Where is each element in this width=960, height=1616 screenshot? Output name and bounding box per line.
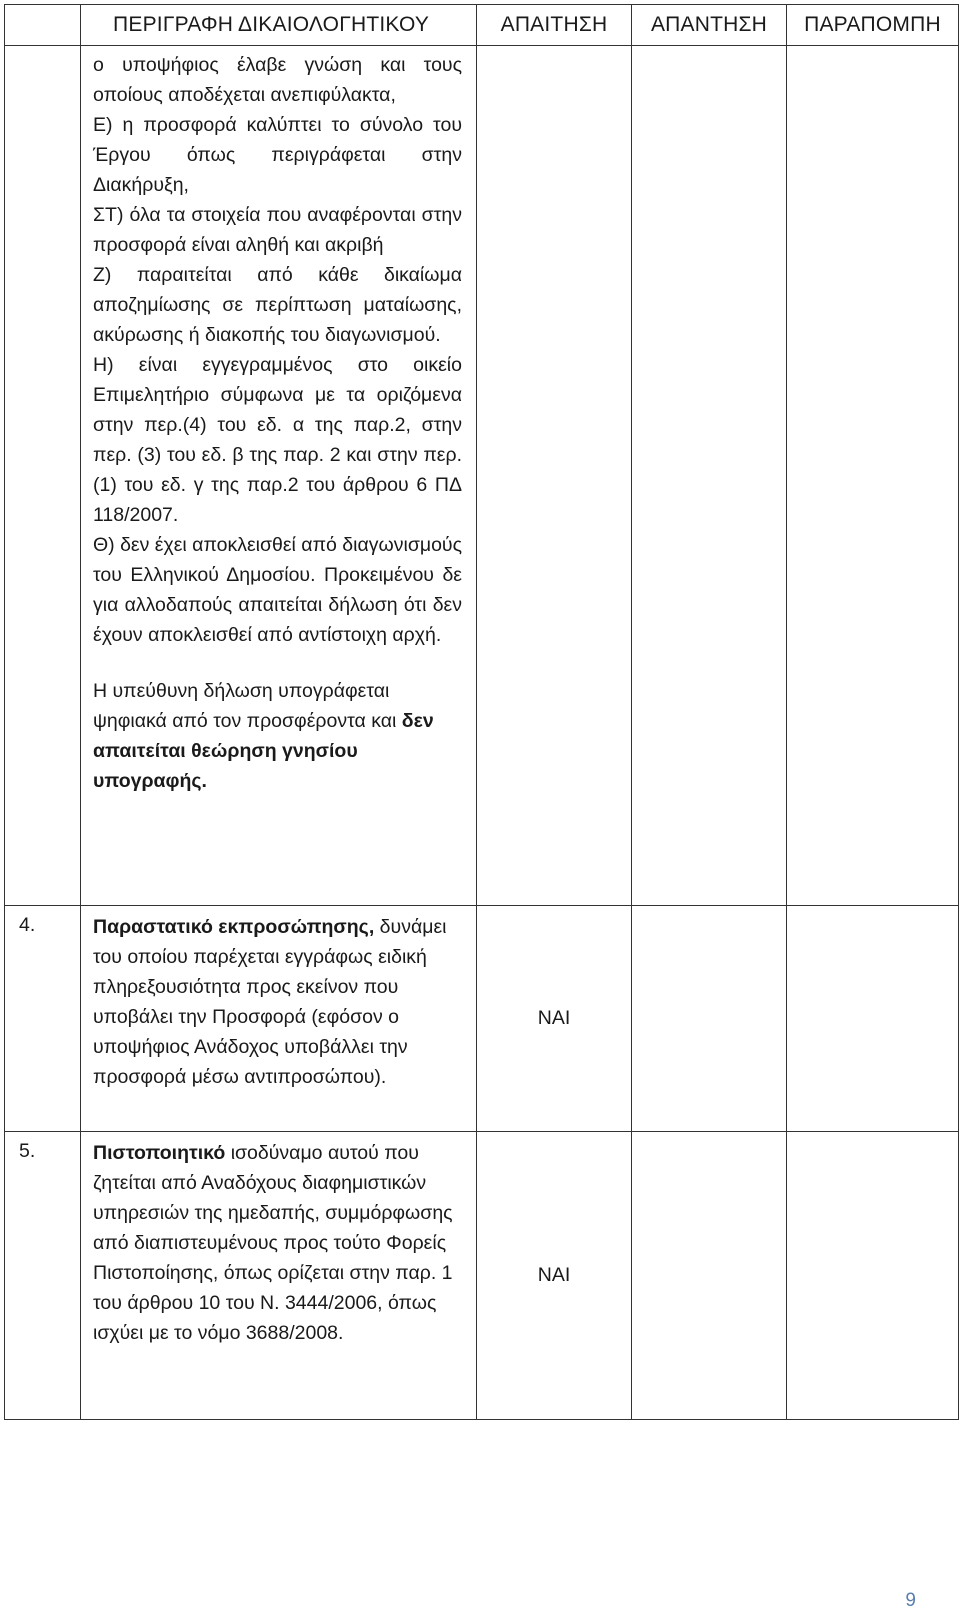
row-text: ισοδύναμο αυτού που ζητείται από Αναδόχους διαφημιστικών υπηρεσιών της ημεδαπής, συμμόρφωσης από διαπιστευμένους προς τούτο Φορείς Πιστοποίησης, όπως ορίζεται στην παρ. 1 του άρθρου 10 του Ν. 3444/2006, όπως ισχύει με το νόμο 3688/2008. [93,1142,453,1344]
page-number: 9 [905,1590,916,1611]
header-num-cell [5,5,81,46]
table-row [5,906,959,1132]
row-title: Παραστατικό εκπροσώπησης, [93,916,375,938]
requirements-table [4,4,959,1420]
table-header-row [5,5,959,46]
continued-paragraph: ο υποψήφιος έλαβε γνώση και τους οποίους αποδέχεται ανεπιφύλακτα, [93,54,462,106]
table-row-continued [5,46,959,906]
continued-reference-cell [787,46,959,906]
continued-paragraph: Ζ) παραιτείται από κάθε δικαίωμα αποζημίωσης σε περίπτωση ματαίωσης, ακύρωσης ή διακοπής του διαγωνισμού. [93,264,462,346]
continued-answer-cell [632,46,787,906]
continued-description-cell [81,46,477,906]
continued-requirement-cell [477,46,632,906]
signature-note [93,676,462,806]
row-answer [632,1132,787,1420]
row-reference [787,1132,959,1420]
signature-note-text: Η υπεύθυνη δήλωση υπογράφεται ψηφιακά από τον προσφέροντα και [93,680,397,732]
continued-paragraph: ΣΤ) όλα τα στοιχεία που αναφέρονται στην προσφορά είναι αληθή και ακριβή [93,204,462,256]
row-title: Πιστοποιητικό [93,1142,226,1164]
row-answer [632,906,787,1132]
continued-paragraph: Η) είναι εγγεγραμμένος στο οικείο Επιμελητήριο σύμφωνα με τα οριζόμενα στην περ.(4) του εδ. α της παρ.2, στην περ. (3) του εδ. β της παρ. 2 και στην περ.(1) του εδ. γ της παρ.2 του άρθρου 6 ΠΔ 118/2007. [93,354,462,526]
header-answer: ΑΠΑΝΤΗΣΗ [632,5,787,46]
signature-note-bold: δεν απαιτείται θεώρηση γνησίου υπογραφής. [93,710,434,792]
row-number: 4. [5,906,81,1132]
row-description [81,906,477,1132]
header-description: ΠΕΡΙΓΡΑΦΗ ΔΙΚΑΙΟΛΟΓΗΤΙΚΟΥ [81,5,477,46]
row-number: 5. [5,1132,81,1420]
row-reference [787,906,959,1132]
row-text: δυνάμει του οποίου παρέχεται εγγράφως ειδική πληρεξουσιότητα προς εκείνον που υποβάλει την Προσφορά (εφόσον ο υποψήφιος Ανάδοχος υποβάλλει την προσφορά μέσω αντιπροσώπου). [93,916,447,1088]
table-row [5,1132,959,1420]
header-requirement: ΑΠΑΙΤΗΣΗ [477,5,632,46]
header-reference: ΠΑΡΑΠΟΜΠΗ [787,5,959,46]
row-requirement: ΝΑΙ [477,1132,632,1420]
continued-paragraph: Θ) δεν έχει αποκλεισθεί από διαγωνισμούς του Ελληνικού Δημοσίου. Προκειμένου δε για αλλοδαπούς απαιτείται δήλωση ότι δεν έχουν αποκλεισθεί από αντίστοιχη αρχή. [93,534,462,646]
row-description [81,1132,477,1420]
continued-num-cell [5,46,81,906]
row-requirement: ΝΑΙ [477,906,632,1132]
continued-paragraph: Ε) η προσφορά καλύπτει το σύνολο του Έργου όπως περιγράφεται στην Διακήρυξη, [93,114,462,196]
